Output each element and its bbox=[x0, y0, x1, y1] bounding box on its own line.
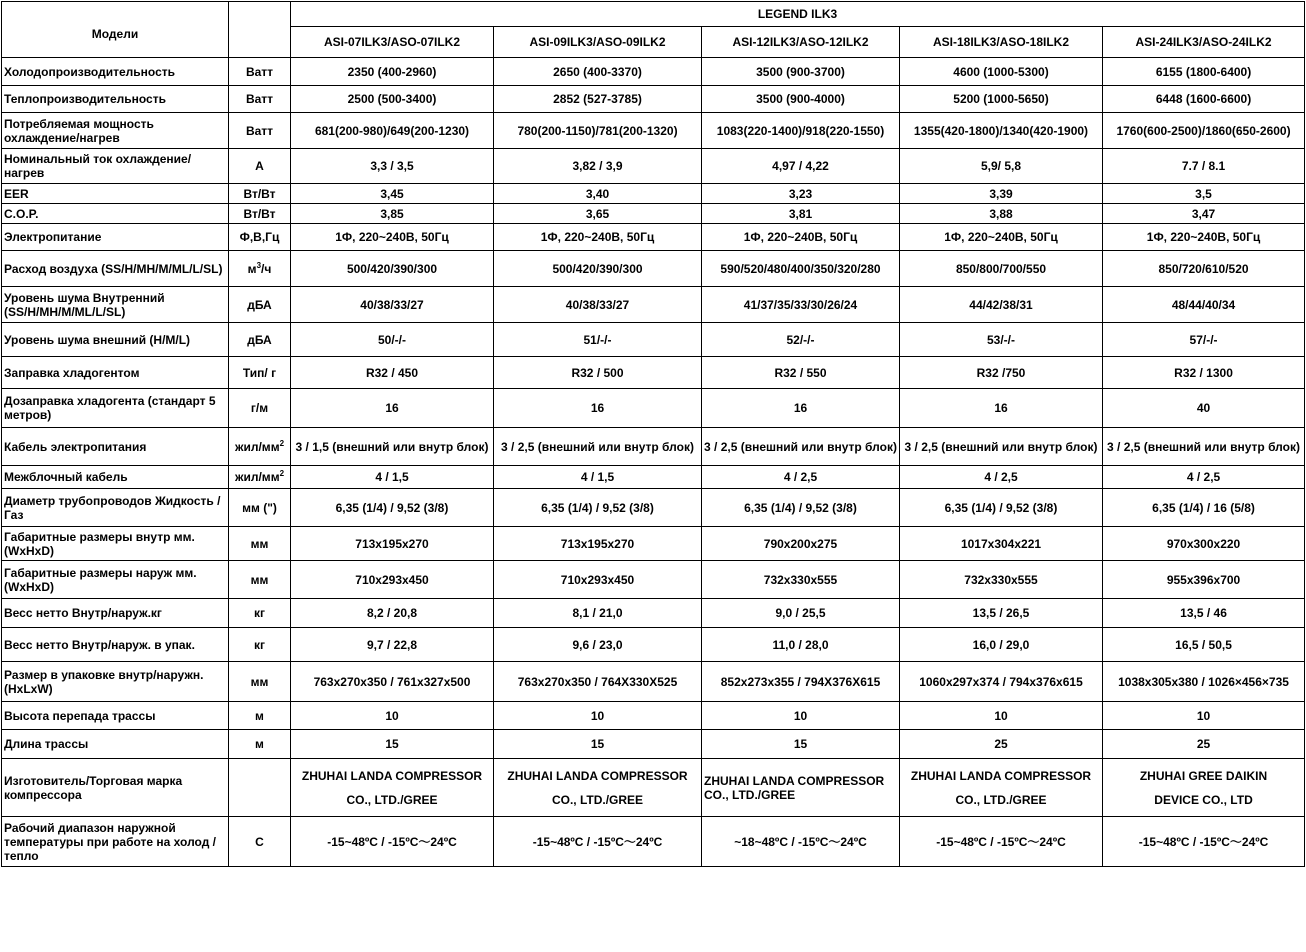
row-label: Изготовитель/Торговая марка компрессора bbox=[2, 759, 229, 817]
unit-text: Тип/ г bbox=[242, 365, 277, 380]
unit-text: дБА bbox=[247, 332, 272, 347]
value-cell: 10 bbox=[1103, 702, 1305, 730]
value-cell: 3 / 1,5 (внешний или внутр блок) bbox=[291, 428, 494, 466]
row-label: Весс нетто Внутр/наруж.кг bbox=[2, 599, 229, 628]
spec-row bbox=[2, 58, 1305, 86]
value-cell: R32 /750 bbox=[900, 357, 1103, 389]
unit-superscript: 2 bbox=[279, 469, 285, 478]
value-cell: 2500 (500-3400) bbox=[291, 86, 494, 113]
value-cell: 3,45 bbox=[291, 184, 494, 204]
row-unit bbox=[229, 149, 291, 184]
value-cell: 3,23 bbox=[702, 184, 900, 204]
value-cell: 9,0 / 25,5 bbox=[702, 599, 900, 628]
unit-text: C bbox=[255, 834, 264, 849]
value-cell: 52/-/- bbox=[702, 323, 900, 357]
row-unit bbox=[229, 204, 291, 224]
value-cell: -15~48ºC / -15ºC～24ºC bbox=[1103, 817, 1305, 867]
value-cell: 4600 (1000-5300) bbox=[900, 58, 1103, 86]
unit-text: жил/мм bbox=[234, 470, 280, 484]
row-unit bbox=[229, 184, 291, 204]
row-unit bbox=[229, 428, 291, 466]
row-unit bbox=[229, 702, 291, 730]
unit-text: мм bbox=[250, 536, 269, 551]
value-cell: R32 / 500 bbox=[494, 357, 702, 389]
value-cell: 40 bbox=[1103, 389, 1305, 428]
spec-row bbox=[2, 113, 1305, 149]
value-cell: 5,9/ 5,8 bbox=[900, 149, 1103, 184]
spec-table bbox=[1, 1, 1305, 867]
compressor-line2: CO., LTD./GREE bbox=[955, 792, 1047, 807]
value-cell: 11,0 / 28,0 bbox=[702, 628, 900, 662]
value-cell: 681(200-980)/649(200-1230) bbox=[291, 113, 494, 149]
value-cell: 15 bbox=[291, 730, 494, 759]
value-cell: 13,5 / 46 bbox=[1103, 599, 1305, 628]
unit-text: м bbox=[255, 737, 264, 751]
value-cell: 6,35 (1/4) / 16 (5/8) bbox=[1103, 489, 1305, 527]
row-label: Кабель электропитания bbox=[2, 428, 229, 466]
value-cell: 710x293x450 bbox=[494, 561, 702, 599]
row-label: Заправка хладогентом bbox=[2, 357, 229, 389]
value-cell: 1Ф, 220~240В, 50Гц bbox=[1103, 224, 1305, 251]
compressor-line1: ZHUHAI GREE DAIKIN bbox=[1139, 768, 1268, 783]
row-unit bbox=[229, 287, 291, 323]
unit-text: Ватт bbox=[245, 123, 274, 138]
row-unit bbox=[229, 466, 291, 489]
compressor-cell bbox=[291, 759, 494, 817]
value-cell: 850/720/610/520 bbox=[1103, 251, 1305, 287]
value-cell: 3,39 bbox=[900, 184, 1103, 204]
models-label: Модели bbox=[91, 26, 139, 41]
spec-row bbox=[2, 251, 1305, 287]
spec-row bbox=[2, 599, 1305, 628]
value-cell: 713x195x270 bbox=[291, 527, 494, 561]
value-cell: 710x293x450 bbox=[291, 561, 494, 599]
row-label: Размер в упаковке внутр/наружн. (HxLxW) bbox=[2, 662, 229, 702]
unit-text: Вт/Вт bbox=[243, 186, 276, 201]
spec-row bbox=[2, 466, 1305, 489]
model-header: ASI-18ILK3/ASO-18ILK2 bbox=[900, 27, 1103, 58]
value-cell: 4 / 2,5 bbox=[1103, 466, 1305, 489]
value-cell: 8,1 / 21,0 bbox=[494, 599, 702, 628]
value-cell: 16 bbox=[702, 389, 900, 428]
value-cell: 6,35 (1/4) / 9,52 (3/8) bbox=[291, 489, 494, 527]
header-row-1 bbox=[2, 2, 1305, 27]
value-cell: 763x270x350 / 764X330X525 bbox=[494, 662, 702, 702]
value-cell: 16,0 / 29,0 bbox=[900, 628, 1103, 662]
value-cell: 500/420/390/300 bbox=[494, 251, 702, 287]
value-cell: 1Ф, 220~240В, 50Гц bbox=[900, 224, 1103, 251]
value-cell: 1760(600-2500)/1860(650-2600) bbox=[1103, 113, 1305, 149]
value-cell: 3 / 2,5 (внешний или внутр блок) bbox=[494, 428, 702, 466]
unit-text: Ф,В,Гц bbox=[239, 230, 280, 244]
value-cell: 763x270x350 / 761x327x500 bbox=[291, 662, 494, 702]
unit-text: дБА bbox=[247, 297, 272, 312]
row-label: Уровень шума Внутренний (SS/H/MH/M/ML/L/SL) bbox=[2, 287, 229, 323]
value-cell: 500/420/390/300 bbox=[291, 251, 494, 287]
value-cell: 1Ф, 220~240В, 50Гц bbox=[291, 224, 494, 251]
value-cell: 790x200x275 bbox=[702, 527, 900, 561]
value-cell: 3 / 2,5 (внешний или внутр блок) bbox=[702, 428, 900, 466]
value-cell: 4 / 2,5 bbox=[702, 466, 900, 489]
value-cell: ~18~48ºC / -15ºC～24ºC bbox=[702, 817, 900, 867]
row-unit bbox=[229, 730, 291, 759]
row-unit bbox=[229, 489, 291, 527]
value-cell: 41/37/35/33/30/26/24 bbox=[702, 287, 900, 323]
value-cell: 16 bbox=[291, 389, 494, 428]
compressor-line1: ZHUHAI LANDA COMPRESSOR bbox=[301, 768, 483, 783]
unit-superscript: 3 bbox=[256, 260, 262, 270]
value-cell: 780(200-1150)/781(200-1320) bbox=[494, 113, 702, 149]
value-cell: R32 / 550 bbox=[702, 357, 900, 389]
spec-row bbox=[2, 357, 1305, 389]
model-header: ASI-24ILK3/ASO-24ILK2 bbox=[1103, 27, 1305, 58]
spec-row bbox=[2, 184, 1305, 204]
row-unit bbox=[229, 389, 291, 428]
row-label: Потребляемая мощность охлаждение/нагрев bbox=[2, 113, 229, 149]
value-cell: 1060x297x374 / 794x376x615 bbox=[900, 662, 1103, 702]
row-unit bbox=[229, 251, 291, 287]
compressor-line1: ZHUHAI LANDA COMPRESSOR bbox=[704, 773, 885, 788]
value-cell: 3,85 bbox=[291, 204, 494, 224]
value-cell: 6155 (1800-6400) bbox=[1103, 58, 1305, 86]
value-cell: 3,3 / 3,5 bbox=[291, 149, 494, 184]
series-title: LEGEND ILK3 bbox=[291, 2, 1305, 27]
row-unit bbox=[229, 58, 291, 86]
row-label: Теплопроизводительность bbox=[2, 86, 229, 113]
row-label: Межблочный кабель bbox=[2, 466, 229, 489]
spec-row bbox=[2, 287, 1305, 323]
value-cell: 1083(220-1400)/918(220-1550) bbox=[702, 113, 900, 149]
unit-text: А bbox=[255, 159, 264, 173]
value-cell: 40/38/33/27 bbox=[494, 287, 702, 323]
spec-row bbox=[2, 489, 1305, 527]
value-cell: 4 / 2,5 bbox=[900, 466, 1103, 489]
value-cell: 3,47 bbox=[1103, 204, 1305, 224]
value-cell: 13,5 / 26,5 bbox=[900, 599, 1103, 628]
value-cell: 3 / 2,5 (внешний или внутр блок) bbox=[1103, 428, 1305, 466]
spec-row bbox=[2, 389, 1305, 428]
compressor-row bbox=[2, 759, 1305, 817]
compressor-cell bbox=[900, 759, 1103, 817]
spec-row bbox=[2, 204, 1305, 224]
value-cell: 713x195x270 bbox=[494, 527, 702, 561]
spec-row bbox=[2, 702, 1305, 730]
model-header: ASI-09ILK3/ASO-09ILK2 bbox=[494, 27, 702, 58]
compressor-line2: CO., LTD./GREE bbox=[704, 787, 796, 802]
spec-row bbox=[2, 662, 1305, 702]
row-unit bbox=[229, 113, 291, 149]
row-label: Уровень шума внешний (H/M/L) bbox=[2, 323, 229, 357]
row-unit bbox=[229, 817, 291, 867]
value-cell: 3,88 bbox=[900, 204, 1103, 224]
row-label: Габаритные размеры наруж мм. (WxHxD) bbox=[2, 561, 229, 599]
value-cell: 3500 (900-4000) bbox=[702, 86, 900, 113]
unit-header-cell bbox=[229, 2, 291, 58]
row-unit bbox=[229, 759, 291, 817]
value-cell: -15~48ºC / -15ºC～24ºC bbox=[900, 817, 1103, 867]
value-cell: 3,82 / 3,9 bbox=[494, 149, 702, 184]
compressor-line1: ZHUHAI LANDA COMPRESSOR bbox=[507, 768, 688, 783]
row-unit bbox=[229, 599, 291, 628]
value-cell: 590/520/480/400/350/320/280 bbox=[702, 251, 900, 287]
value-cell: 15 bbox=[494, 730, 702, 759]
spec-row bbox=[2, 730, 1305, 759]
row-label: Номинальный ток охлаждение/нагрев bbox=[2, 149, 229, 184]
unit-text: Вт/Вт bbox=[243, 206, 276, 221]
value-cell: 1Ф, 220~240В, 50Гц bbox=[494, 224, 702, 251]
unit-text: кг bbox=[253, 606, 265, 620]
row-unit bbox=[229, 224, 291, 251]
row-unit bbox=[229, 323, 291, 357]
value-cell: 6,35 (1/4) / 9,52 (3/8) bbox=[494, 489, 702, 527]
unit-tail: /ч bbox=[261, 261, 272, 276]
value-cell: 10 bbox=[702, 702, 900, 730]
spec-row bbox=[2, 149, 1305, 184]
row-label: Расход воздуха (SS/H/MH/M/ML/L/SL) bbox=[2, 251, 229, 287]
value-cell: 8,2 / 20,8 bbox=[291, 599, 494, 628]
value-cell: 40/38/33/27 bbox=[291, 287, 494, 323]
value-cell: 44/42/38/31 bbox=[900, 287, 1103, 323]
row-label: Высота перепада трассы bbox=[2, 702, 229, 730]
value-cell: 48/44/40/34 bbox=[1103, 287, 1305, 323]
value-cell: 2852 (527-3785) bbox=[494, 86, 702, 113]
unit-text: м bbox=[255, 708, 264, 723]
value-cell: 2350 (400-2960) bbox=[291, 58, 494, 86]
value-cell: 53/-/- bbox=[900, 323, 1103, 357]
row-label: Весс нетто Внутр/наруж. в упак. bbox=[2, 628, 229, 662]
value-cell: 51/-/- bbox=[494, 323, 702, 357]
spec-row bbox=[2, 86, 1305, 113]
value-cell: 9,6 / 23,0 bbox=[494, 628, 702, 662]
row-unit bbox=[229, 662, 291, 702]
row-label: Электропитание bbox=[2, 224, 229, 251]
value-cell: -15~48ºC / -15ºC～24ºC bbox=[494, 817, 702, 867]
unit-text: Ватт bbox=[245, 64, 274, 79]
value-cell: 1355(420-1800)/1340(420-1900) bbox=[900, 113, 1103, 149]
row-unit bbox=[229, 628, 291, 662]
row-label: Длина трассы bbox=[2, 730, 229, 759]
value-cell: 852x273x355 / 794X376X615 bbox=[702, 662, 900, 702]
value-cell: 16,5 / 50,5 bbox=[1103, 628, 1305, 662]
spec-row bbox=[2, 527, 1305, 561]
spec-row bbox=[2, 561, 1305, 599]
spec-row bbox=[2, 428, 1305, 466]
model-header: ASI-12ILK3/ASO-12ILK2 bbox=[702, 27, 900, 58]
value-cell: 4 / 1,5 bbox=[494, 466, 702, 489]
compressor-cell bbox=[1103, 759, 1305, 817]
row-label: Габаритные размеры внутр мм. (WxHxD) bbox=[2, 527, 229, 561]
compressor-line1: ZHUHAI LANDA COMPRESSOR bbox=[910, 768, 1092, 783]
spec-row bbox=[2, 224, 1305, 251]
value-cell: 3,81 bbox=[702, 204, 900, 224]
row-unit bbox=[229, 561, 291, 599]
value-cell: 3,65 bbox=[494, 204, 702, 224]
row-label: C.O.P. bbox=[2, 204, 229, 224]
value-cell: 955x396x700 bbox=[1103, 561, 1305, 599]
unit-text: мм (") bbox=[242, 500, 277, 515]
value-cell: 16 bbox=[494, 389, 702, 428]
row-label: EER bbox=[2, 184, 229, 204]
model-header: ASI-07ILK3/ASO-07ILK2 bbox=[291, 27, 494, 58]
value-cell: 4,97 / 4,22 bbox=[702, 149, 900, 184]
value-cell: 1038x305x380 / 1026×456×735 bbox=[1103, 662, 1305, 702]
compressor-line2: DEVICE CO., LTD bbox=[1154, 792, 1253, 807]
value-cell: 7.7 / 8.1 bbox=[1103, 149, 1305, 184]
row-label: Холодопроизводительность bbox=[2, 58, 229, 86]
value-cell: 3500 (900-3700) bbox=[702, 58, 900, 86]
value-cell: 3 / 2,5 (внешний или внутр блок) bbox=[900, 428, 1103, 466]
value-cell: 50/-/- bbox=[291, 323, 494, 357]
spec-rows-b bbox=[2, 817, 1305, 867]
value-cell: 4 / 1,5 bbox=[291, 466, 494, 489]
spec-row bbox=[2, 817, 1305, 867]
value-cell: 16 bbox=[900, 389, 1103, 428]
unit-text: кг bbox=[253, 637, 265, 652]
value-cell: 6,35 (1/4) / 9,52 (3/8) bbox=[900, 489, 1103, 527]
value-cell: 732x330x555 bbox=[702, 561, 900, 599]
unit-text: Ватт bbox=[245, 92, 274, 106]
value-cell: 6,35 (1/4) / 9,52 (3/8) bbox=[702, 489, 900, 527]
value-cell: 10 bbox=[494, 702, 702, 730]
compressor-line2: CO., LTD./GREE bbox=[551, 792, 644, 807]
value-cell: 970x300x220 bbox=[1103, 527, 1305, 561]
value-cell: 15 bbox=[702, 730, 900, 759]
value-cell: 3,40 bbox=[494, 184, 702, 204]
row-label: Дозаправка хладогента (стандарт 5 метров) bbox=[2, 389, 229, 428]
row-label: Рабочий диапазон наружной температуры при работе на холод / тепло bbox=[2, 817, 229, 867]
value-cell: 1Ф, 220~240В, 50Гц bbox=[702, 224, 900, 251]
compressor-line2: CO., LTD./GREE bbox=[346, 792, 438, 807]
spec-row bbox=[2, 628, 1305, 662]
value-cell: 2650 (400-3370) bbox=[494, 58, 702, 86]
value-cell: 9,7 / 22,8 bbox=[291, 628, 494, 662]
models-header-cell bbox=[2, 2, 229, 58]
unit-superscript: 2 bbox=[279, 438, 285, 448]
spec-rows-a bbox=[2, 58, 1305, 759]
value-cell: 25 bbox=[900, 730, 1103, 759]
value-cell: 10 bbox=[291, 702, 494, 730]
row-label: Диаметр трубопроводов Жидкость / Газ bbox=[2, 489, 229, 527]
value-cell: 1017x304x221 bbox=[900, 527, 1103, 561]
value-cell: 3,5 bbox=[1103, 184, 1305, 204]
value-cell: 6448 (1600-6600) bbox=[1103, 86, 1305, 113]
unit-text: г/м bbox=[250, 401, 269, 415]
compressor-cell bbox=[494, 759, 702, 817]
value-cell: 732x330x555 bbox=[900, 561, 1103, 599]
value-cell: 5200 (1000-5650) bbox=[900, 86, 1103, 113]
value-cell: -15~48ºC / -15ºC～24ºC bbox=[291, 817, 494, 867]
value-cell: R32 / 1300 bbox=[1103, 357, 1305, 389]
unit-text: жил/мм bbox=[234, 439, 280, 454]
row-unit bbox=[229, 86, 291, 113]
spec-row bbox=[2, 323, 1305, 357]
unit-text: м bbox=[247, 261, 257, 276]
unit-text: мм bbox=[250, 572, 269, 587]
value-cell: 57/-/- bbox=[1103, 323, 1305, 357]
value-cell: 25 bbox=[1103, 730, 1305, 759]
value-cell: 850/800/700/550 bbox=[900, 251, 1103, 287]
unit-text: мм bbox=[250, 674, 269, 689]
value-cell: R32 / 450 bbox=[291, 357, 494, 389]
row-unit bbox=[229, 357, 291, 389]
compressor-cell bbox=[702, 759, 900, 817]
row-unit bbox=[229, 527, 291, 561]
value-cell: 10 bbox=[900, 702, 1103, 730]
